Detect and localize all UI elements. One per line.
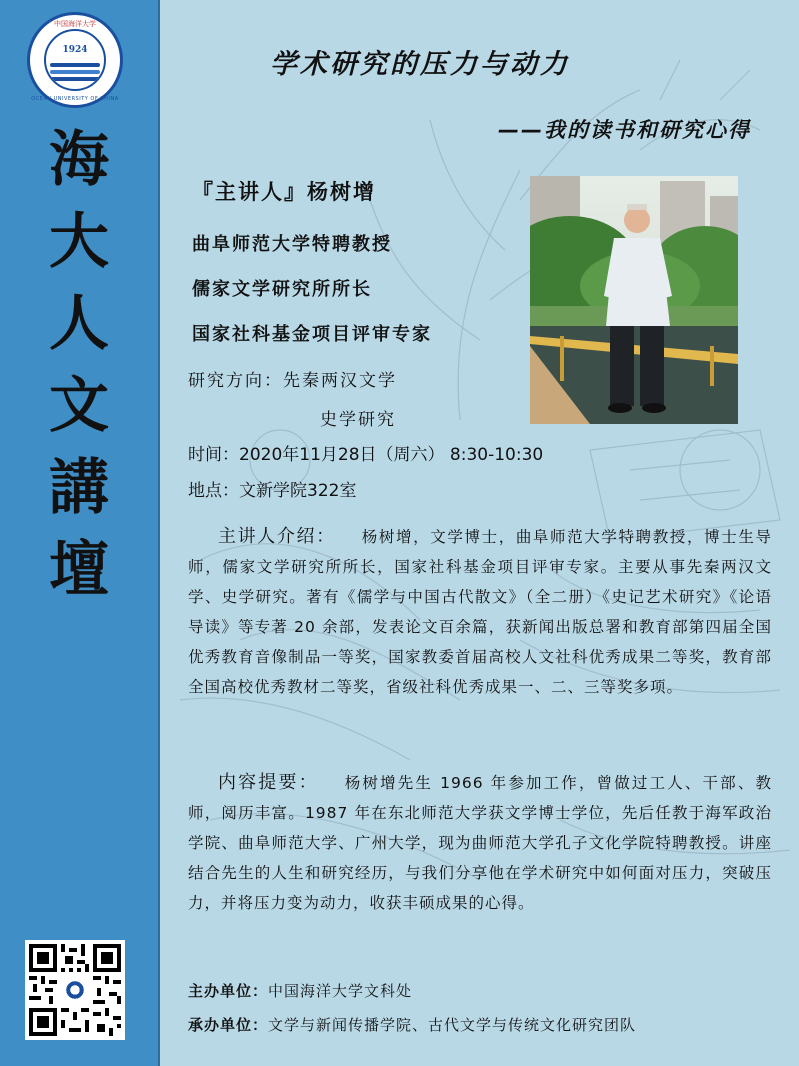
content-summary [188, 768, 772, 918]
intro-text: 杨树增，文学博士，曲阜师范大学特聘教授，博士生导师，儒家文学研究所所长，国家社科基金项目评审专家。主要从事先秦两汉文学、史学研究。著有《儒学与中国古代散文》（全二册）《史记艺术研究》《论语导读》等专著 20 余部，发表论文百余篇，获新闻出版总署和教育部第四届全国优秀教育音像制品一等奖，国家教委首届高校人文社科优秀成果二等奖，教育部全国高校优秀教材二等奖，省级社科优秀成果一、二、三等奖多项。 [188, 528, 772, 696]
vertical-title-char: 文 [49, 371, 109, 441]
co-label: 承办单位： [188, 1016, 269, 1034]
content-label: 内容提要： [218, 772, 319, 793]
logo-name-en: OCEAN UNIVERSITY OF CHINA [31, 96, 119, 102]
host-organizer [188, 980, 412, 1001]
research-field: 研究方向：先秦两汉文学 [188, 371, 397, 391]
speaker-heading: 『主讲人』杨树增 [192, 180, 376, 204]
vertical-title-char: 大 [49, 207, 109, 277]
research-field-cont: 史学研究 [320, 410, 396, 430]
host-value: 中国海洋大学文科处 [268, 982, 413, 1000]
sidebar [0, 0, 160, 1066]
logo-name-cn: 中国海洋大学 [54, 20, 96, 28]
co-value: 文学与新闻传播学院、古代文学与传统文化研究团队 [268, 1016, 637, 1034]
content-text: 杨树增先生 1966 年参加工作，曾做过工人、干部、教师，阅历丰富。1987 年在东北师范大学获文学博士学位，先后任教于海军政治学院、曲阜师范大学、广州大学，现为曲师范大学孔子文化学院特聘教授。讲座结合先生的人生和研究经历，与我们分享他在学术研究中如何面对压力，突破压力，并将压力变为动力，收获丰硕成果的心得。 [188, 774, 772, 912]
vertical-title-char: 講 [49, 453, 109, 523]
logo-year: 1924 [62, 45, 88, 55]
co-organizer [188, 1014, 636, 1035]
speaker-role: 曲阜师范大学特聘教授 [192, 234, 392, 255]
speaker-role: 儒家文学研究所所长 [192, 279, 372, 300]
main-content [160, 0, 799, 1066]
logo-emblem [44, 29, 106, 91]
speaker-photo [530, 176, 738, 424]
lecture-subtitle: ——我的读书和研究心得 [498, 118, 751, 142]
host-label: 主办单位： [188, 982, 269, 1000]
wave-icon [50, 77, 100, 81]
vertical-title-char: 海 [49, 125, 109, 195]
speaker-role: 国家社科基金项目评审专家 [192, 324, 432, 345]
vertical-title-char: 人 [49, 289, 109, 359]
event-time: 时间：2020年11月28日（周六） 8:30-10:30 [188, 445, 544, 465]
wave-icon [50, 63, 100, 67]
qr-code[interactable] [25, 940, 125, 1040]
qr-code-icon [29, 944, 121, 1036]
wave-icon [50, 70, 100, 74]
speaker-intro [188, 522, 772, 702]
event-place: 地点：文新学院322室 [188, 481, 357, 501]
lecture-title: 学术研究的压力与动力 [270, 49, 570, 80]
university-logo [27, 12, 123, 108]
intro-label: 主讲人介绍： [218, 526, 336, 547]
vertical-title-char: 壇 [49, 535, 109, 605]
